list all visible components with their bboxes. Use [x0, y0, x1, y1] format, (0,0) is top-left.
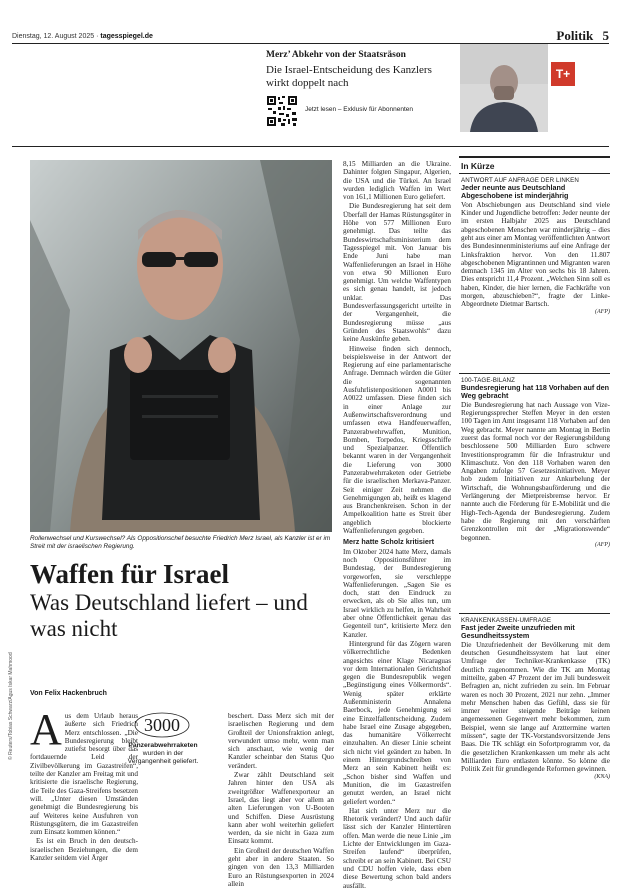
article-column-3: [343, 160, 451, 891]
article-subhead: Merz hatte Scholz kritisiert: [343, 537, 435, 547]
sidebar-rule: [459, 373, 610, 374]
teaser-note: Jetzt lesen – Exklusiv für Abonnenten: [305, 106, 414, 113]
page-number: 5: [602, 28, 609, 43]
sidebar-item-body: Von Abschiebungen aus Deutschland sind viele Kinder und Jugendliche betroffen: Jeder neunte der im ersten Halbjahr 2025 aus Deutschland abgeschobenen Menschen war minderjährig – dies geht aus einer am Montag veröffentlichten Antwort des Bundesinnenministeriums auf eine Anfrage der Linksfraktion hervor. Von den 11.807 abgeschobenen Migrantinnen und Migranten waren demnach 1345 im Alter von sechs bis 18 Jahren. Dies entspricht 11,4 Prozent. „Welchen Sinn soll es haben, Kinder, die hier lernen, die Fachkräfte von morgen, abzuschieben?“, fragte der Linke-Abgeordnete Dietmar Bartsch.: [461, 200, 610, 309]
photo-credit: © Reuters/Tobias Schwarz/Agus Iskar Mahmood: [8, 652, 14, 760]
sidebar-rule: [459, 613, 610, 614]
sidebar-top-rule: [459, 156, 610, 158]
article-paragraph: Die Bundesregierung hat seit dem Überfall der Hamas Rüstungsgüter in Höhe von 577 Millionen Euro genehmigt. Das teilte das Bundeswirtschaftsministerium dem Tagesspiegel mit. Von Januar bis Ende Juni habe man Waffenlieferungen an Israel in Höhe von etwa 90 Millionen Euro genehmigt. Um welche Waffentypen es sich genau handelt, ist jedoch unklar. Das Bundesverfassungsgericht urteilte in der Vergangenheit, die Bundesregierung müsse „aus Gründen des Staatswohls“ dazu keine Auskünfte geben.: [343, 202, 451, 344]
article-paragraph: Es ist ein Bruch in den deutsch-israelischen Beziehungen, die dem Kanzler seitdem viel Ärger: [30, 837, 138, 863]
sidebar-title: In Kürze: [461, 161, 495, 171]
sidebar-item-title: Jeder neunte aus Deutschland Abgeschobene ist minderjährig: [461, 183, 569, 201]
sidebar-item-title: Bundesregierung hat 118 Vorhaben auf den Weg gebracht: [461, 383, 610, 401]
section-label: [556, 28, 609, 44]
sidebar-item-kicker: 100-TAGE-BILANZ: [461, 377, 515, 384]
sidebar-rule: [459, 173, 610, 174]
sidebar-item-source: (AFP): [595, 541, 610, 548]
byline: Von Felix Hackenbruch: [30, 690, 107, 697]
article-column-2: [228, 712, 334, 889]
quote-number: 3000: [133, 712, 191, 738]
quote-rest: wurden in der Vergangenheit geliefert.: [127, 750, 199, 765]
article-paragraph: Zwar zählt Deutschland seit Jahren hinter den USA als zweitgrößter Waffenexporteur an Israel, das liegt aber vor allem an alten Lieferungen von U-Booten und Schiffen. Diese Ausrüstung kann aber wohl weiterhin geliefert werden, da sie nicht in Gaza zum Einsatz kommt.: [228, 771, 334, 846]
photo-caption: Rollenwechsel und Kurswechsel? Als Oppositionschef besuchte Friedrich Merz Israel, als Kanzler ist er im Streit mit der israelischen Regierung.: [30, 535, 331, 550]
dropcap: A: [30, 705, 62, 754]
sidebar-item-3[interactable]: [461, 617, 610, 780]
headline: Waffen für Israel: [30, 559, 229, 589]
article-paragraph: 8,15 Milliarden an die Ukraine. Dahinter folgten Singapur, Algerien, die USA und die Türkei. An Israel wurden lediglich Waffen im Wert von 161,1 Millionen Euro geliefert.: [343, 160, 451, 202]
article-paragraph: Im Oktober 2024 hatte Merz, damals noch Oppositionsführer im Bundestag, der Bundesregierung vorgeworfen, sie verschleppe Waffenlieferungen. „Sagen Sie es doch, statt den Eindruck zu erwecken, als ob Sie alles tun, um Israel wirklich zu helfen, in Wahrheit aber ohne Öffentlichkeit genau das Gegenteil tun“, kritisierte Merz den Kanzler.: [343, 547, 451, 639]
sidebar-item-body: Die Bundesregierung hat nach Aussage von Vize-Regierungssprecher Steffen Meyer in den ersten 100 Tagen im Amt insgesamt 118 Vorhaben auf den Weg gebracht. Meyer nannte am Montag in Berlin zuerst das formal noch vor der Regierungsbildung beschlossene 500 Milliarden Euro schwere Investitionsprogramm für die Infrastruktur und Klimaschutz. Von den 118 Vorhaben waren den Angaben zufolge 57 Gesetzesinitiativen. Meyer hob zudem Initiativen zur Ankurbelung der Wirtschaft, die Wohnungsbauförderung und die Verlängerung der Mietpreisbremse hervor. Er nannte auch die Förderung für E-Mobilität und die High-Tech-Agenda der Bundesregierung. Zudem habe die Regierung mit den verschärften Grenzkontrollen mit der „Migrationswende“ begonnen.: [461, 400, 610, 542]
sidebar-item-1[interactable]: [461, 177, 610, 315]
article-photo: [30, 160, 332, 532]
header-brand[interactable]: tagesspiegel.de: [100, 33, 153, 40]
article-paragraph: Hintergrund für das Zögern waren völkerrechtliche Bedenken angesichts einer Klage Nicaraguas vor dem Internationalen Gerichtshof gegen die Bundesrepublik wegen „Begünstigung eines Völkermords“. Wenig später erklärte Außenministerin Annalena Baerbock, jede Genehmigung sei eine Einzelfallentscheidung. Zudem habe Israel eine Zusage abgegeben, das humanitäre Völkerrecht einzuhalten. An dieser Linie scheint sich nicht viel geändert zu haben. In einem Hintergrundschreiben von Merz an sein Kabinett heißt es: „Schon bisher sind Waffen und Munition, die im Gazastreifen genutzt werden, an Israel nicht geliefert worden.“: [343, 639, 451, 806]
sidebar-item-title: Fast jeder Zweite unzufrieden mit Gesundheitssystem: [461, 623, 575, 641]
article-paragraph: Ein Großteil der deutschen Waffen geht aber in andere Staaten. So gingen von den 13,3 Milliarden Euro an Rüstungsexporten in 2024 allein: [228, 846, 334, 888]
sidebar-item-source: (AFP): [595, 308, 610, 315]
sidebar-item-body: Die Unzufriedenheit der Bevölkerung mit dem deutschen Gesundheitssystem hat laut einer Umfrage der Techniker-Krankenkasse (TK) deutlich zugenommen. Wie die TK am Montag mitteilte, gaben 47 Prozent der im Juli bundesweit Befragten an, nicht zufrieden zu sein. Im Februar waren es noch 30 Prozent, 2021 nur zehn. „Immer mehr Menschen haben das Gefühl, dass sie für immer weiter steigende Beiträge keinen angemessenen Gegenwert mehr bekommen, zum Beispiel, wenn sie lange auf Arzttermine warten müssen“, sagte der TK-Vorstandsvorsitzende Jens Baas. Die TK schlägt ein Sofortprogramm vor, da die gesetzlichen Krankenkassen um mehr als acht Milliarden Euro entlasten könnte. So könne die Politik Zeit für grundlegende Reformen gewinnen.: [461, 640, 610, 774]
portrait-illustration: [460, 44, 548, 132]
article-paragraph: beschert. Dass Merz sich mit der israelischen Regierung und dem Großteil der Unionsfraktion anlegt, verwundert umso mehr, wenn man sich anschaut, wie wenig der Kanzler scheinbar den Status Quo verändert.: [228, 712, 334, 770]
quote-bold: Panzerabwehrraketen: [128, 742, 198, 749]
teaser-title[interactable]: Die Israel-Entscheidung des Kanzlers wirkt doppelt nach: [266, 64, 432, 89]
article-paragraph: Hat sich unter Merz nur die Rhetorik verändert? Und auch dafür lässt sich der Kanzler Hintertüren offen. Man werde die neue Linie „im Lichte der Entwicklungen im Gaza-Streifen laufend“ überprüfen, schreibt er an sein Kabinett. Bei CSU und CDU hoffen viele, dass eben diese Bewertung schon bald anders ausfällt.: [343, 806, 451, 890]
sidebar-item-2[interactable]: [461, 377, 610, 548]
abo-badge[interactable]: T+: [551, 62, 575, 86]
header-dateline: Dienstag, 12. August 2025 · tagesspiegel.de: [12, 33, 153, 40]
sidebar-item-kicker: KRANKENKASSEN-UMFRAGE: [461, 617, 552, 624]
header-date: Dienstag, 12. August 2025: [12, 33, 95, 40]
sidebar-item-source: (KNA): [594, 773, 610, 780]
qr-code-icon[interactable]: [266, 95, 298, 127]
quote-text: [121, 742, 205, 766]
sidebar-item-kicker: ANTWORT AUF ANFRAGE DER LINKEN: [461, 177, 579, 184]
teaser-kicker[interactable]: Merz’ Abkehr von der Staatsräson: [266, 50, 406, 60]
section-name: Politik: [556, 28, 594, 43]
photo-illustration: [30, 160, 332, 532]
teaser-rule: [12, 146, 609, 147]
teaser-photo[interactable]: [460, 44, 548, 132]
article-column-1: [30, 705, 138, 863]
subheadline: Was Deutschland liefert – und was nicht: [30, 590, 308, 641]
article-intro: us dem Urlaub heraus äußerte sich Friedrich Merz entschlossen. „Die Bundesregierung bleibt zutiefst besorgt über das fortdauernde Leid der Zivilbevölkerung im Gazastreifen“, teilte der Kanzler am Freitag mit und kritisierte die israelische Regierung, die Teile des Gaza-Streifens besetzen will. „Unter diesen Umständen genehmigt die Bundesregierung bis auf Weiteres keine Ausfuhren von Rüstungsgütern, die im Gazastreifen zum Einsatz kommen können.“: [30, 712, 138, 837]
article-paragraph: Hinweise finden sich dennoch, beispielsweise in der Antwort der Regierung auf eine parlamentarische Anfrage. Demnach würden die Güter die sogenannten Ausfuhrlistenpositionen A0001 bis A0022 umfassen. Diese finden sich in einer Anlage zur Außenwirtschaftsverordnung und umfassen etwa Handfeuerwaffen, Panzerabwehrwaffen, Munition, Bomben, Torpedos, Kriegsschiffe und Spezialpanzer. Öffentlich bekannt waren in der Vergangenheit die Lieferung von 3000 Panzerabwehrraketen oder Getriebe für die israelischen Merkava-Panzer. Seit einiger Zeit nehmen die Genehmigungen ab, heißt es klagend aus Branchenkreisen. Schon in der Ampelkoalition hatte es Streit über angeblich blockierte Waffenlieferungen gegeben.: [343, 344, 451, 536]
